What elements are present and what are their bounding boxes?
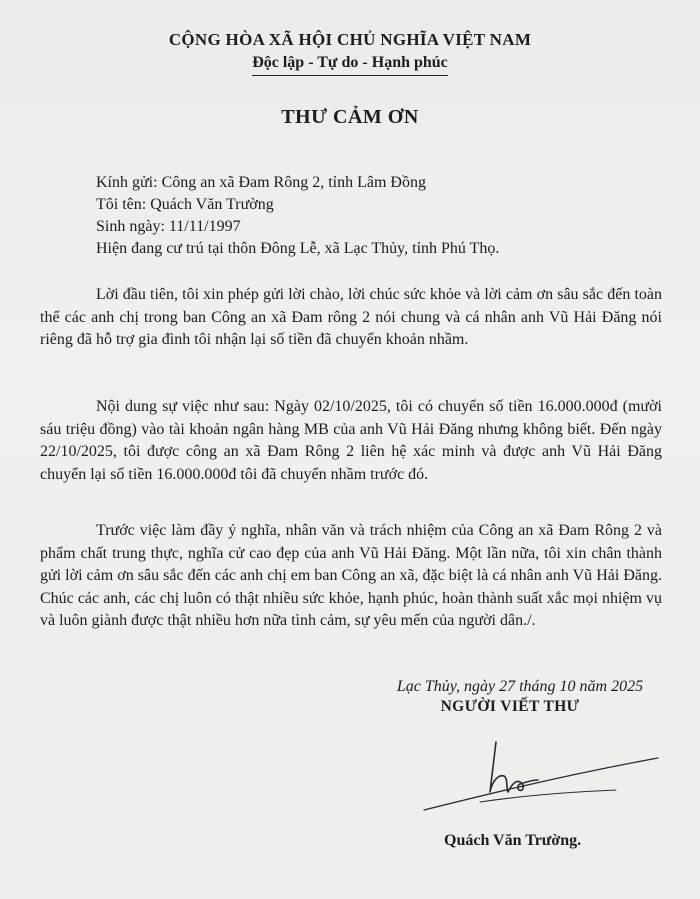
birth-date-line: Sinh ngày: 11/11/1997 bbox=[96, 218, 241, 235]
paragraph-greeting: Lời đầu tiên, tôi xin phép gửi lời chào, lời chúc sức khỏe và lời cảm ơn sâu sắc đến toàn thể các anh chị trong ban Công an xã Đam rông 2 nói chung và cá nhân anh Vũ Hải Đăng nói riêng đã hỗ trợ gia đình tôi nhận lại số tiền đã chuyển khoản nhầm. bbox=[40, 286, 662, 348]
writer-title: NGƯỜI VIẾT THƯ bbox=[440, 698, 580, 715]
place-date: Lạc Thủy, ngày 27 tháng 10 năm 2025 bbox=[396, 678, 644, 695]
residence-line: Hiện đang cư trú tại thôn Đông Lễ, xã Lạc Thủy, tỉnh Phú Thọ. bbox=[96, 240, 500, 257]
handwritten-signature bbox=[420, 736, 660, 816]
nation-name: CỘNG HÒA XÃ HỘI CHỦ NGHĨA VIỆT NAM bbox=[168, 30, 532, 49]
signer-name: Quách Văn Trường. bbox=[444, 832, 582, 849]
paragraph-thanks: Trước việc làm đầy ý nghĩa, nhân văn và trách nhiệm của Công an xã Đam Rông 2 và phẩm chất trung thực, nghĩa cử cao đẹp của anh Vũ Hải Đăng. Một lần nữa, tôi xin chân thành gửi lời cảm ơn sâu sắc đến các anh chị em ban Công an xã, đặc biệt là cá nhân anh Vũ Hải Đăng. Chúc các anh, các chị luôn có thật nhiều sức khỏe, hạnh phúc, hoàn thành suất xắc mọi nhiệm vụ và luôn giành được thật nhiều hơn nữa tình cảm, sự yêu mến của người dân./. bbox=[40, 522, 662, 629]
sender-info bbox=[96, 172, 676, 260]
recipient-line: Kính gửi: Công an xã Đam Rông 2, tỉnh Lâm Đồng bbox=[96, 174, 426, 191]
sender-name-line: Tôi tên: Quách Văn Trường bbox=[96, 196, 274, 213]
closing-block bbox=[360, 678, 680, 716]
national-motto: Độc lập - Tự do - Hạnh phúc bbox=[252, 54, 448, 76]
paragraph-incident: Nội dung sự việc như sau: Ngày 02/10/2025, tôi có chuyển số tiền 16.000.000đ (mười sáu triệu đồng) vào tài khoản ngân hàng MB của anh Vũ Hải Đăng nhưng không biết. Đến ngày 22/10/2025, tôi được công an xã Đam Rông 2 liên hệ xác minh và được anh Vũ Hải Đăng chuyển lại số tiền 16.000.000đ tôi đã chuyển nhầm trước đó. bbox=[40, 398, 662, 483]
letter-title: THƯ CẢM ƠN bbox=[281, 106, 419, 128]
national-header bbox=[0, 30, 700, 76]
